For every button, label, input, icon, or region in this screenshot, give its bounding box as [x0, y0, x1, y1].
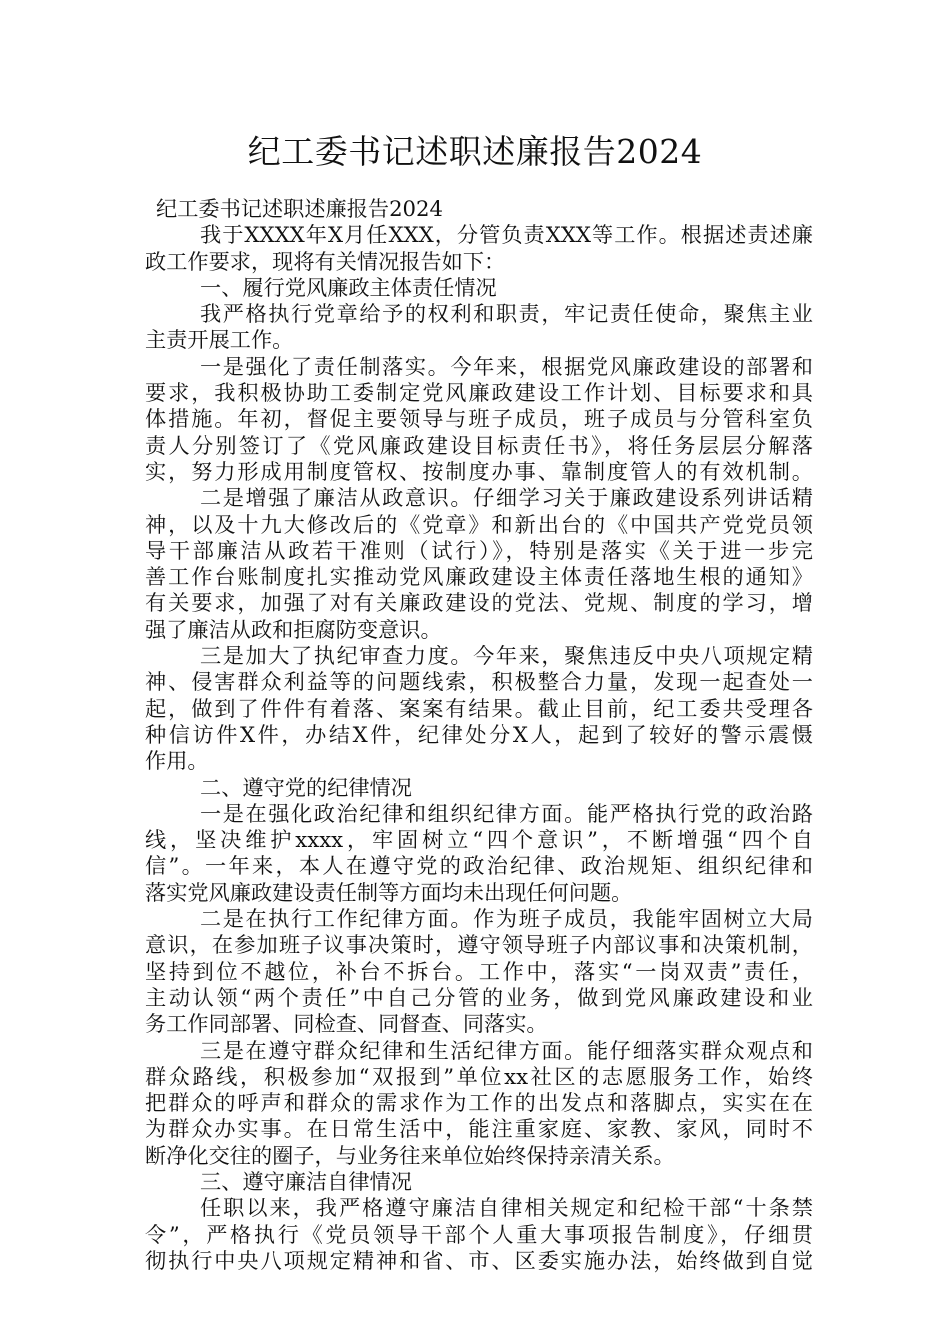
- paragraph-line: 起，做到了件件有着落、案案有结果。截止目前，纪工委共受理各: [145, 695, 813, 721]
- paragraph-line: 二是在执行工作纪律方面。作为班子成员，我能牢固树立大局: [200, 906, 813, 932]
- paragraph-line: 为群众办实事。在日常生活中，能注重家庭、家教、家风，同时不: [145, 1116, 813, 1142]
- paragraph-line: 一、履行党风廉政主体责任情况: [200, 274, 497, 300]
- paragraph-line: 务工作同部署、同检查、同督查、同落实。: [145, 1011, 548, 1037]
- document-body: [145, 196, 813, 1274]
- paragraph-line: 主责开展工作。: [145, 327, 294, 353]
- paragraph-line: 强了廉洁从政和拒腐防变意识。: [145, 616, 442, 642]
- paragraph-line: 落实党风廉政建设责任制等方面均未出现任何问题。: [145, 879, 633, 905]
- paragraph-line: 令”，严格执行《党员领导干部个人重大事项报告制度》，仔细贯: [145, 1221, 813, 1247]
- paragraph-line: 二、遵守党的纪律情况: [200, 774, 412, 800]
- paragraph-line: 神，以及十九大修改后的《党章》和新出台的《中国共产党党员领: [145, 511, 813, 537]
- paragraph-line: 断净化交往的圈子，与业务往来单位始终保持亲清关系。: [145, 1142, 675, 1168]
- paragraph-line: 任职以来，我严格遵守廉洁自律相关规定和纪检干部“十条禁: [200, 1195, 813, 1221]
- document-title: 纪工委书记述职述廉报告2024: [247, 132, 703, 171]
- paragraph-line: 主动认领“两个责任”中自己分管的业务，做到党风廉政建设和业: [145, 984, 813, 1010]
- paragraph-line: 体措施。年初，督促主要领导与班子成员，班子成员与分管科室负: [145, 406, 813, 432]
- paragraph-line: 作用。: [145, 748, 209, 774]
- paragraph-line: 三是加大了执纪审查力度。今年来，聚焦违反中央八项规定精: [200, 643, 813, 669]
- paragraph-line: 坚持到位不越位，补台不拆台。工作中，落实“一岗双责”责任，: [145, 958, 813, 984]
- paragraph-line: 一是强化了责任制落实。今年来，根据党风廉政建设的部署和: [200, 353, 813, 379]
- paragraph-line: 纪工委书记述职述廉报告2024: [156, 196, 443, 221]
- paragraph-line: 实，努力形成用制度管权、按制度办事、靠制度管人的有效机制。: [145, 458, 813, 484]
- paragraph-line: 三、遵守廉洁自律情况: [200, 1168, 412, 1194]
- paragraph-line: 我于XXXX年X月任XXX，分管负责XXX等工作。根据述责述廉: [200, 222, 813, 248]
- paragraph-line: 导干部廉洁从政若干准则（试行）》，特别是落实《关于进一步完: [145, 537, 813, 563]
- paragraph-line: 意识，在参加班子议事决策时，遵守领导班子内部议事和决策机制，: [145, 932, 813, 958]
- paragraph-line: 政工作要求，现将有关情况报告如下：: [145, 248, 506, 274]
- paragraph-line: 种信访件X件，办结X件，纪律处分X人，起到了较好的警示震慑: [145, 721, 813, 747]
- paragraph-line: 彻执行中央八项规定精神和省、市、区委实施办法，始终做到自觉: [145, 1247, 813, 1273]
- paragraph-line: 信”。一年来，本人在遵守党的政治纪律、政治规矩、组织纪律和: [145, 853, 813, 879]
- paragraph-line: 群众路线，积极参加“双报到”单位xx社区的志愿服务工作，始终: [145, 1063, 813, 1089]
- paragraph-line: 有关要求，加强了对有关廉政建设的党法、党规、制度的学习，增: [145, 590, 813, 616]
- paragraph-line: 我严格执行党章给予的权利和职责，牢记责任使命，聚焦主业: [200, 301, 813, 327]
- paragraph-line: 把群众的呼声和群众的需求作为工作的出发点和落脚点，实实在在: [145, 1090, 813, 1116]
- paragraph-line: 线，坚决维护xxxx，牢固树立“四个意识”，不断增强“四个自: [145, 827, 813, 853]
- paragraph-line: 责人分别签订了《党风廉政建设目标责任书》，将任务层层分解落: [145, 432, 813, 458]
- paragraph-line: 要求，我积极协助工委制定党风廉政建设工作计划、目标要求和具: [145, 380, 813, 406]
- paragraph-line: 二是增强了廉洁从政意识。仔细学习关于廉政建设系列讲话精: [200, 485, 813, 511]
- paragraph-line: 一是在强化政治纪律和组织纪律方面。能严格执行党的政治路: [200, 800, 813, 826]
- paragraph-line: 善工作台账制度扎实推动党风廉政建设主体责任落地生根的通知》: [145, 564, 813, 590]
- paragraph-line: 神、侵害群众利益等的问题线索，积极整合力量，发现一起查处一: [145, 669, 813, 695]
- paragraph-line: 三是在遵守群众纪律和生活纪律方面。能仔细落实群众观点和: [200, 1037, 813, 1063]
